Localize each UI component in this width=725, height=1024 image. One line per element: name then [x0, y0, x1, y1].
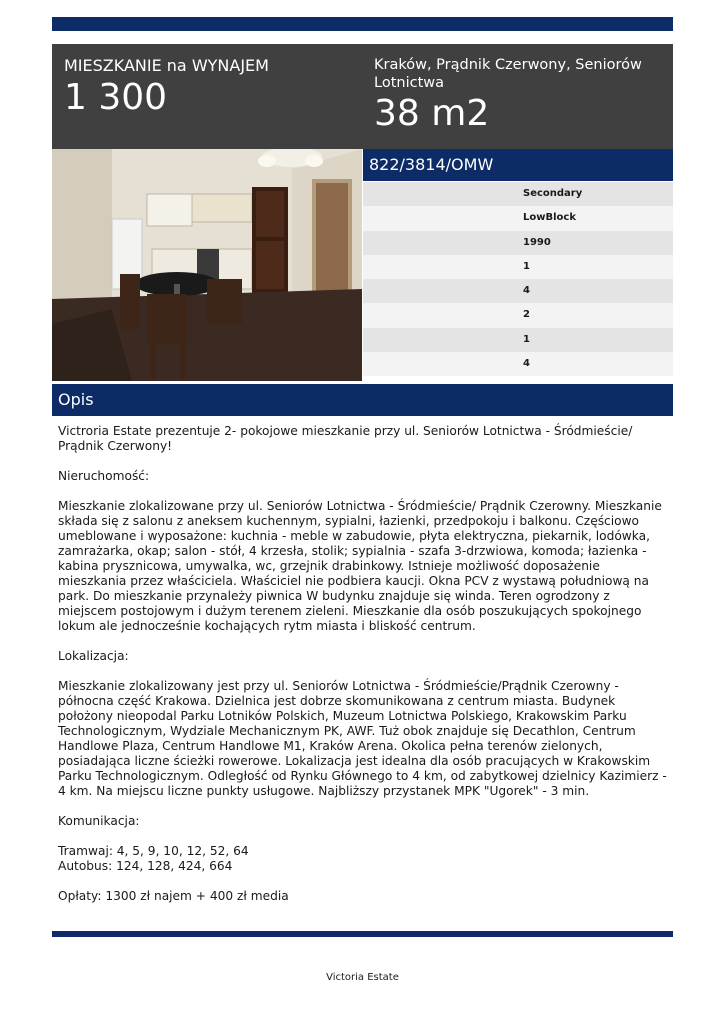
description-heading: Opis — [52, 384, 673, 416]
header-left — [64, 56, 354, 118]
price: 1 300 — [64, 77, 168, 118]
reference-number: 822/3814/OMW — [363, 149, 673, 181]
spec-row-market: Secondary — [363, 182, 673, 206]
desc-intro: Victroria Estate prezentuje 2- pokojowe mieszkanie przy ul. Seniorów Lotnictwa - Śródmieście/ Prądnik Czerwony! — [58, 424, 633, 453]
desc-property-heading: Nieruchomość: — [58, 469, 150, 483]
top-divider — [52, 17, 673, 31]
spec-row-5: 4 — [363, 279, 673, 303]
desc-tram: Tramwaj: 4, 5, 9, 10, 12, 52, 64 — [58, 844, 249, 858]
spec-row-4: 1 — [363, 255, 673, 279]
footer-company: Victoria Estate — [326, 972, 399, 983]
spec-row-building-type: LowBlock — [363, 206, 673, 230]
spec-row-year: 1990 — [363, 231, 673, 255]
area: 38 m2 — [374, 93, 490, 134]
offer-type: MIESZKANIE na WYNAJEM — [64, 56, 269, 75]
photo-illustration — [52, 149, 362, 381]
location: Kraków, Prądnik Czerwony, Seniorów Lotnictwa — [374, 57, 642, 91]
description-body — [58, 424, 670, 919]
desc-property-text: Mieszkanie zlokalizowane przy ul. Seniorów Lotnictwa - Śródmieście/ Prądnik Czerowny. Mieszkanie składa się z salonu z aneksem kuchennym, sypialni, łazienki, przedpokoju i balkonu. Częściowo umeblowane i wyposażone: kuchnia - meble w zabudowie, płyta elektryczna, piekarnik, lodówka, zamrażarka, okap; salon - stół, 4 krzesła, stolik; sypialnia - szafa 3-drzwiowa, komoda; łazienka - kabina prysznicowa, umywalka, wc, grzejnik drabinkowy. Istnieje możliwość doposażenie mieszkania przez właściciela. Właściciel nie podbiera kaucji. Okna PCV z wystawą południową na park. Do mieszkanie przynależy piwnica W budynku znajduje się winda. Teren ogrodzony z miejscem postojowym i dużym terenem zieleni. Mieszkanie dla osób poszukujących spokojnego lokum ale jednocześnie kochających rytm miasta i bliskość centrum. — [58, 499, 662, 633]
header-right — [374, 56, 664, 134]
specs-table — [363, 182, 673, 376]
bottom-divider — [52, 931, 673, 937]
listing-header — [52, 44, 673, 149]
desc-bus: Autobus: 124, 128, 424, 664 — [58, 859, 233, 873]
spec-row-6: 2 — [363, 303, 673, 327]
desc-location-heading: Lokalizacja: — [58, 649, 129, 663]
desc-transport-heading: Komunikacja: — [58, 814, 140, 828]
apartment-interior-photo — [52, 149, 362, 381]
desc-fees: Opłaty: 1300 zł najem + 400 zł media — [58, 889, 289, 903]
spec-row-7: 1 — [363, 328, 673, 352]
spec-row-8: 4 — [363, 352, 673, 376]
desc-location-text: Mieszkanie zlokalizowany jest przy ul. Seniorów Lotnictwa - Śródmieście/Prądnik Czerowny - północna część Krakowa. Dzielnica jest dobrze skomunikowana z centrum miasta. Budynek położony nieopodal Parku Lotników Polskich, Muzeum Lotnictwa Polskiego, Krakowskim Parku Technologicznym, Wydziale Mechanicznym PK, AWF. Tuż obok znajduje się Decathlon, Centrum Handlowe Plaza, Centrum Handlowe M1, Kraków Arena. Okolica pełna terenów zielonych, posiadająca liczne ścieżki rowerowe. Lokalizacja jest idealna dla osób pracujących w Krakowskim Parku Technologicznym. Odległość od Rynku Głównego to 4 km, od zabytkowej dzielnicy Kazimierz - 4 km. Na miejscu liczne punkty usługowe. Najbliższy przystanek MPK "Ugorek" - 3 min. — [58, 679, 667, 798]
